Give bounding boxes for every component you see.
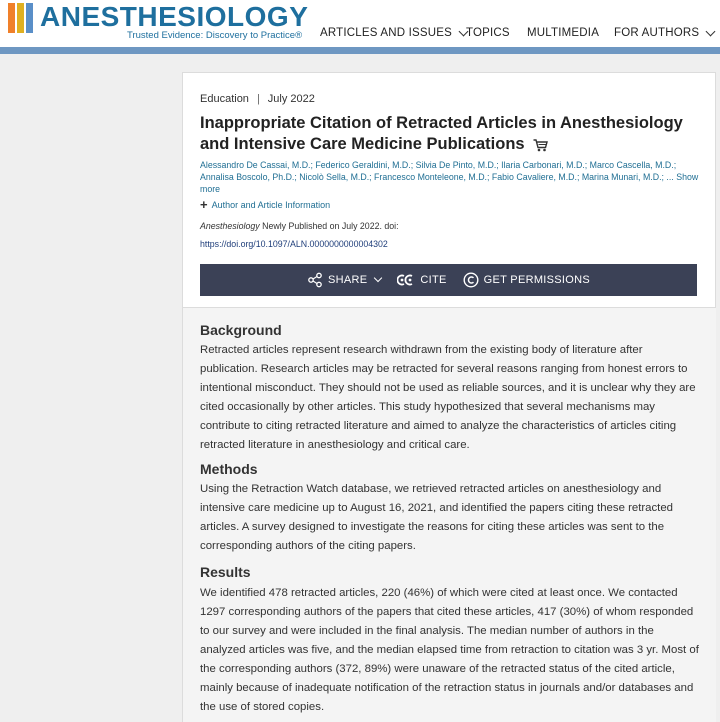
site-tagline: Trusted Evidence: Discovery to Practice® xyxy=(127,30,303,41)
nav-label: MULTIMEDIA xyxy=(527,27,600,39)
results-text: We identified 478 retracted articles, 220 (46%) of which were cited at least once. We contacted 1297 corresponding authors of the papers that cited these articles, 417 (30%) of whom responded to our survey and were included in the final analysis. The median number of authors in the analyzed articles was five, and the median elapsed time from retraction to citation was 3 yr. Most of the corresponding authors (372, 89%) were unaware of the retracted status of the cited article, mainly because of inadequate notification of the retraction status in journals and/or databases and the use of stored copies. xyxy=(200,587,699,713)
quote-icon xyxy=(397,273,415,287)
article-category[interactable]: Education xyxy=(200,93,249,105)
nav-multimedia[interactable] xyxy=(527,25,599,41)
nav-label: FOR AUTHORS xyxy=(614,27,700,39)
nav-label: TOPICS xyxy=(466,27,510,39)
header-divider xyxy=(0,47,720,54)
show-more-link[interactable]: Show more xyxy=(200,172,699,194)
cite-button[interactable] xyxy=(397,273,446,287)
logo-mark[interactable] xyxy=(8,3,34,33)
cite-label: CITE xyxy=(420,274,447,286)
author-article-info-toggle[interactable] xyxy=(200,197,331,212)
logo-bar-blue xyxy=(26,3,33,33)
publication-status: Newly Published on July 2022. doi: xyxy=(259,221,399,231)
article-toolbar xyxy=(200,264,697,296)
logo-bar-orange xyxy=(8,3,15,33)
nav-topics[interactable] xyxy=(466,25,510,41)
nav-articles-and-issues[interactable] xyxy=(320,25,467,41)
background-text: Retracted articles represent research withdrawn from the existing body of literature after publication. Research articles may be retracted for several reasons ranging from honest errors to intentional misconduct. They should not be used as reliable sources, and it is unclear why they are cited occasionally by other articles. This study hypothesized that several mechanisms may contribute to citing retracted literature and aimed to analyze the characteristics of articles citing retracted literature in anesthesiology and critical care. xyxy=(200,344,696,451)
site-header xyxy=(0,0,720,47)
logo-bar-yellow xyxy=(17,3,24,33)
journal-name: Anesthesiology xyxy=(200,221,260,231)
nav-for-authors[interactable] xyxy=(614,25,714,41)
meta-separator: | xyxy=(256,93,260,105)
doi-link[interactable]: https://doi.org/10.1097/ALN.0000000000004302 xyxy=(200,239,388,249)
author-list[interactable] xyxy=(200,159,700,195)
nav-label: ARTICLES AND ISSUES xyxy=(320,27,453,39)
site-logo[interactable]: ANESTHESIOLOGY xyxy=(40,1,309,32)
shopping-cart-icon[interactable] xyxy=(533,137,548,158)
article-title xyxy=(200,113,705,158)
chevron-down-icon xyxy=(706,26,716,36)
background-heading: Background xyxy=(200,322,282,338)
results-heading: Results xyxy=(200,564,251,580)
publication-line xyxy=(200,221,399,231)
chevron-down-icon xyxy=(374,274,382,282)
plus-icon: + xyxy=(200,197,208,212)
author-info-label: Author and Article Information xyxy=(211,200,331,210)
share-button[interactable] xyxy=(307,272,381,288)
article-date: July 2022 xyxy=(267,93,315,105)
copyright-icon xyxy=(463,272,479,288)
authors-line: Alessandro De Cassai, M.D.; Federico Geraldini, M.D.; Silvia De Pinto, M.D.; Ilaria Carbonari, M.D.; Marco Cascella, M.D.; xyxy=(200,160,677,170)
share-label: SHARE xyxy=(327,274,368,286)
article-meta xyxy=(200,93,315,105)
methods-heading: Methods xyxy=(200,461,258,477)
article-title-text: Inappropriate Citation of Retracted Articles in Anesthesiology and Intensive Care Medicine Publications xyxy=(200,114,683,153)
authors-line: Annalisa Boscolo, Ph.D.; Nicolò Sella, M.D.; Francesco Monteleone, M.D.; Fabio Cavaliere, M.D.; Marina Munari, M.D.; ... Show more xyxy=(200,172,699,194)
permissions-label: GET PERMISSIONS xyxy=(483,274,591,286)
methods-text: Using the Retraction Watch database, we retrieved retracted articles on anesthesiology and intensive care medicine up to August 16, 2021, and identified the papers citing these retracted articles. A survey designed to investigate the reasons for citing these articles was sent to the corresponding authors of the citing papers. xyxy=(200,483,674,552)
get-permissions-button[interactable] xyxy=(463,272,590,288)
share-icon xyxy=(307,272,323,288)
